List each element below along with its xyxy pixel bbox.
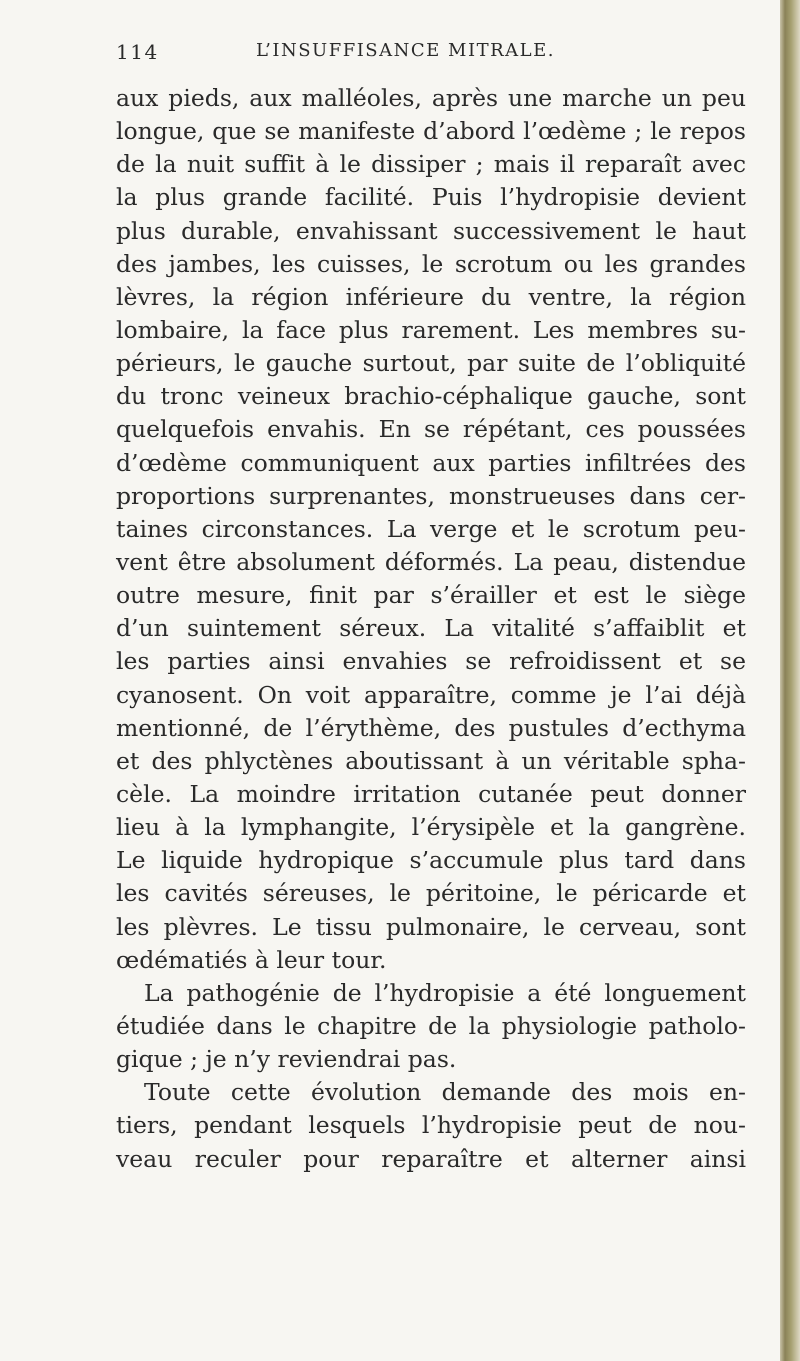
text-line: les cavités séreuses, le péritoine, le péricarde et	[116, 879, 746, 908]
text-line: périeurs, le gauche surtout, par suite de l’obliquité	[116, 349, 746, 378]
text-line: quelquefois envahis. En se répétant, ces poussées	[116, 415, 746, 444]
text-line: de la nuit suffit à le dissiper ; mais il reparaît avec	[116, 150, 746, 179]
text-line: la plus grande facilité. Puis l’hydropisie devient	[116, 183, 746, 212]
text-line: veau reculer pour reparaître et alterner ainsi	[116, 1144, 746, 1173]
text-line: Le liquide hydropique s’accumule plus tard dans	[116, 846, 746, 875]
page-edge	[780, 0, 800, 1361]
text-line: cyanosent. On voit apparaître, comme je l’ai déjà	[116, 680, 746, 709]
text-line: gique ; je n’y reviendrai pas.	[116, 1045, 457, 1074]
page-number: 114	[116, 40, 159, 64]
text-line: d’un suintement séreux. La vitalité s’affaiblit et	[116, 614, 746, 643]
text-line: plus durable, envahissant successivement le haut	[116, 216, 746, 245]
text-line: lèvres, la région inférieure du ventre, la région	[116, 282, 746, 311]
text-line: cèle. La moindre irritation cutanée peut donner	[116, 779, 746, 808]
text-line: proportions surprenantes, monstrueuses dans cer-	[116, 481, 746, 510]
text-line: outre mesure, finit par s’érailler et est le siège	[116, 581, 746, 610]
text-line: taines circonstances. La verge et le scrotum peu-	[116, 514, 746, 543]
text-line: lombaire, la face plus rarement. Les membres su-	[116, 315, 746, 344]
text-line: les parties ainsi envahies se refroidissent et se	[116, 647, 746, 676]
text-line: les plèvres. Le tissu pulmonaire, le cerveau, sont	[116, 912, 746, 941]
text-line: tiers, pendant lesquels l’hydropisie peut de nou-	[116, 1111, 746, 1140]
text-line: Toute cette évolution demande des mois en-	[144, 1078, 746, 1107]
text-line: La pathogénie de l’hydropisie a été longuement	[144, 978, 746, 1007]
running-title: L’INSUFFISANCE MITRALE.	[256, 40, 555, 61]
text-line: mentionné, de l’érythème, des pustules d’ecthyma	[116, 713, 746, 742]
text-line: vent être absolument déformés. La peau, distendue	[116, 547, 746, 576]
body-text	[116, 82, 746, 1176]
text-line: d’œdème communiquent aux parties infiltrées des	[116, 448, 746, 477]
text-line: étudiée dans le chapitre de la physiologie patholo-	[116, 1011, 746, 1040]
text-line: du tronc veineux brachio-céphalique gauche, sont	[116, 382, 746, 411]
page-header	[116, 40, 586, 70]
text-line: des jambes, les cuisses, le scrotum ou les grandes	[116, 249, 746, 278]
text-line: aux pieds, aux malléoles, après une marche un peu	[116, 84, 746, 112]
text-line: longue, que se manifeste d’abord l’œdème ; le repos	[116, 117, 746, 146]
text-line: lieu à la lymphangite, l’érysipèle et la gangrène.	[116, 813, 746, 842]
text-line: et des phlyctènes aboutissant à un véritable spha-	[116, 746, 746, 775]
text-line: œdématiés à leur tour.	[116, 945, 387, 974]
